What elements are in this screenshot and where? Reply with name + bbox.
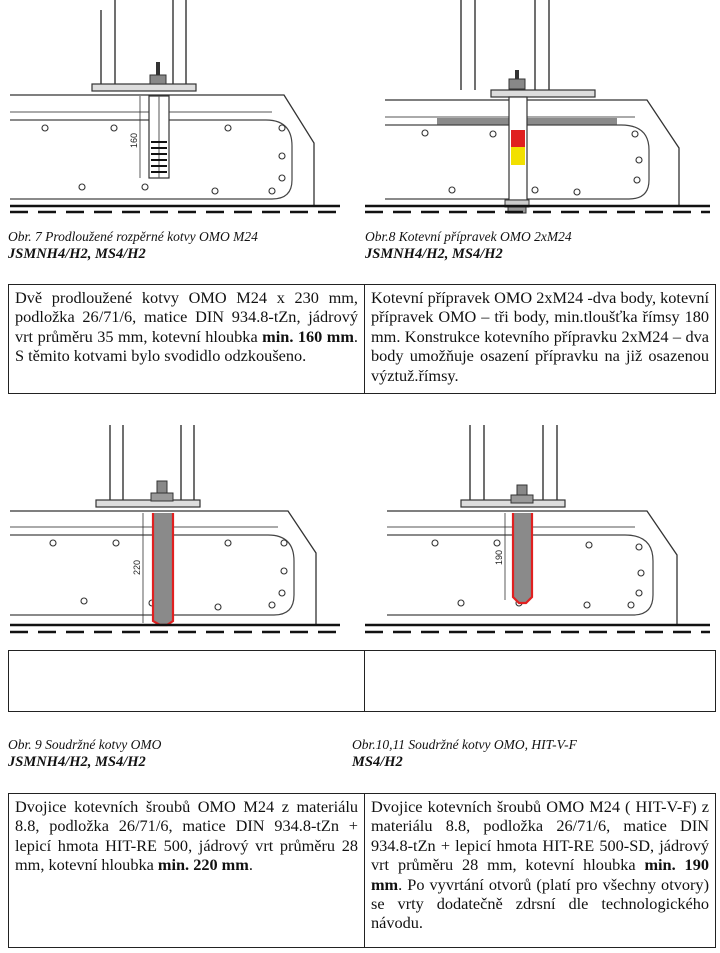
description-fig7: Dvě prodloužené kotvy OMO M24 x 230 mm, podložka 26/71/6, matice DIN 934.8-tZn, jádrový vrt průměru 35 mm, kotevní hloubka min. 160 mm. S těmito kotvami bylo svodidlo odzkoušeno.: [15, 288, 358, 366]
figure-8-subcaption: JSMNH4/H2, MS4/H2: [365, 246, 503, 262]
fig10-dimension: 190: [494, 549, 504, 565]
figure-7-drawing: [10, 0, 352, 226]
empty-cell-left: [9, 651, 364, 711]
depth-highlight: min. 190 mm: [371, 855, 709, 894]
figure-10-caption: Obr.10,11 Soudržné kotvy OMO, HIT-V-F: [352, 737, 577, 752]
description-fig9: Dvojice kotevních šroubů OMO M24 z materiálu 8.8, podložka 26/71/6, matice DIN 934.8-tZn + lepicí hmota HIT-RE 500, jádrový vrt průměru 28 mm, kotevní hloubka min. 220 mm.: [15, 797, 358, 875]
depth-highlight: min. 220 mm: [157, 855, 249, 875]
empty-table: [8, 650, 716, 712]
fig7-dimension: 160: [129, 132, 139, 148]
figure-10-subcaption: MS4/H2: [352, 754, 403, 770]
figure-8-caption: Obr.8 Kotevní přípravek OMO 2xM24: [365, 229, 572, 244]
figure-9-drawing: [10, 425, 352, 650]
figure-8-drawing: [365, 0, 710, 226]
depth-highlight: min. 160 mm: [262, 326, 354, 346]
description-table-3: [8, 793, 716, 948]
figure-10-drawing: [365, 425, 710, 650]
figure-9-caption: Obr. 9 Soudržné kotvy OMO: [8, 737, 162, 752]
figure-7-subcaption: JSMNH4/H2, MS4/H2: [8, 246, 146, 262]
description-table-1: [8, 284, 716, 394]
description-fig8: Kotevní přípravek OMO 2xM24 -dva body, kotevní přípravek OMO – tři body, min.tloušťka římsy 180 mm. Konstrukce kotevního přípravku 2xM24 – dva body umožňuje osazení přípravku na již osazenou výztuž.římsy.: [364, 285, 715, 393]
figure-9-subcaption: JSMNH4/H2, MS4/H2: [8, 754, 146, 770]
fig9-dimension: 220: [132, 559, 142, 575]
empty-cell-right: [364, 651, 715, 711]
description-fig10: Dvojice kotevních šroubů OMO M24 ( HIT-V-F) z materiálu 8.8, podložka 26/71/6, matice DIN 934.8-tZn + lepicí hmota HIT-RE 500-SD, jádrový vrt průměru 28 mm, kotevní hloubka min. 190 mm. Po vyvrtání otvorů (platí pro všechny otvory) se vrty dodatečně zdrsní dle technologického návodu.: [364, 794, 715, 947]
figure-7-caption: Obr. 7 Prodloužené rozpěrné kotvy OMO M24: [8, 229, 258, 244]
